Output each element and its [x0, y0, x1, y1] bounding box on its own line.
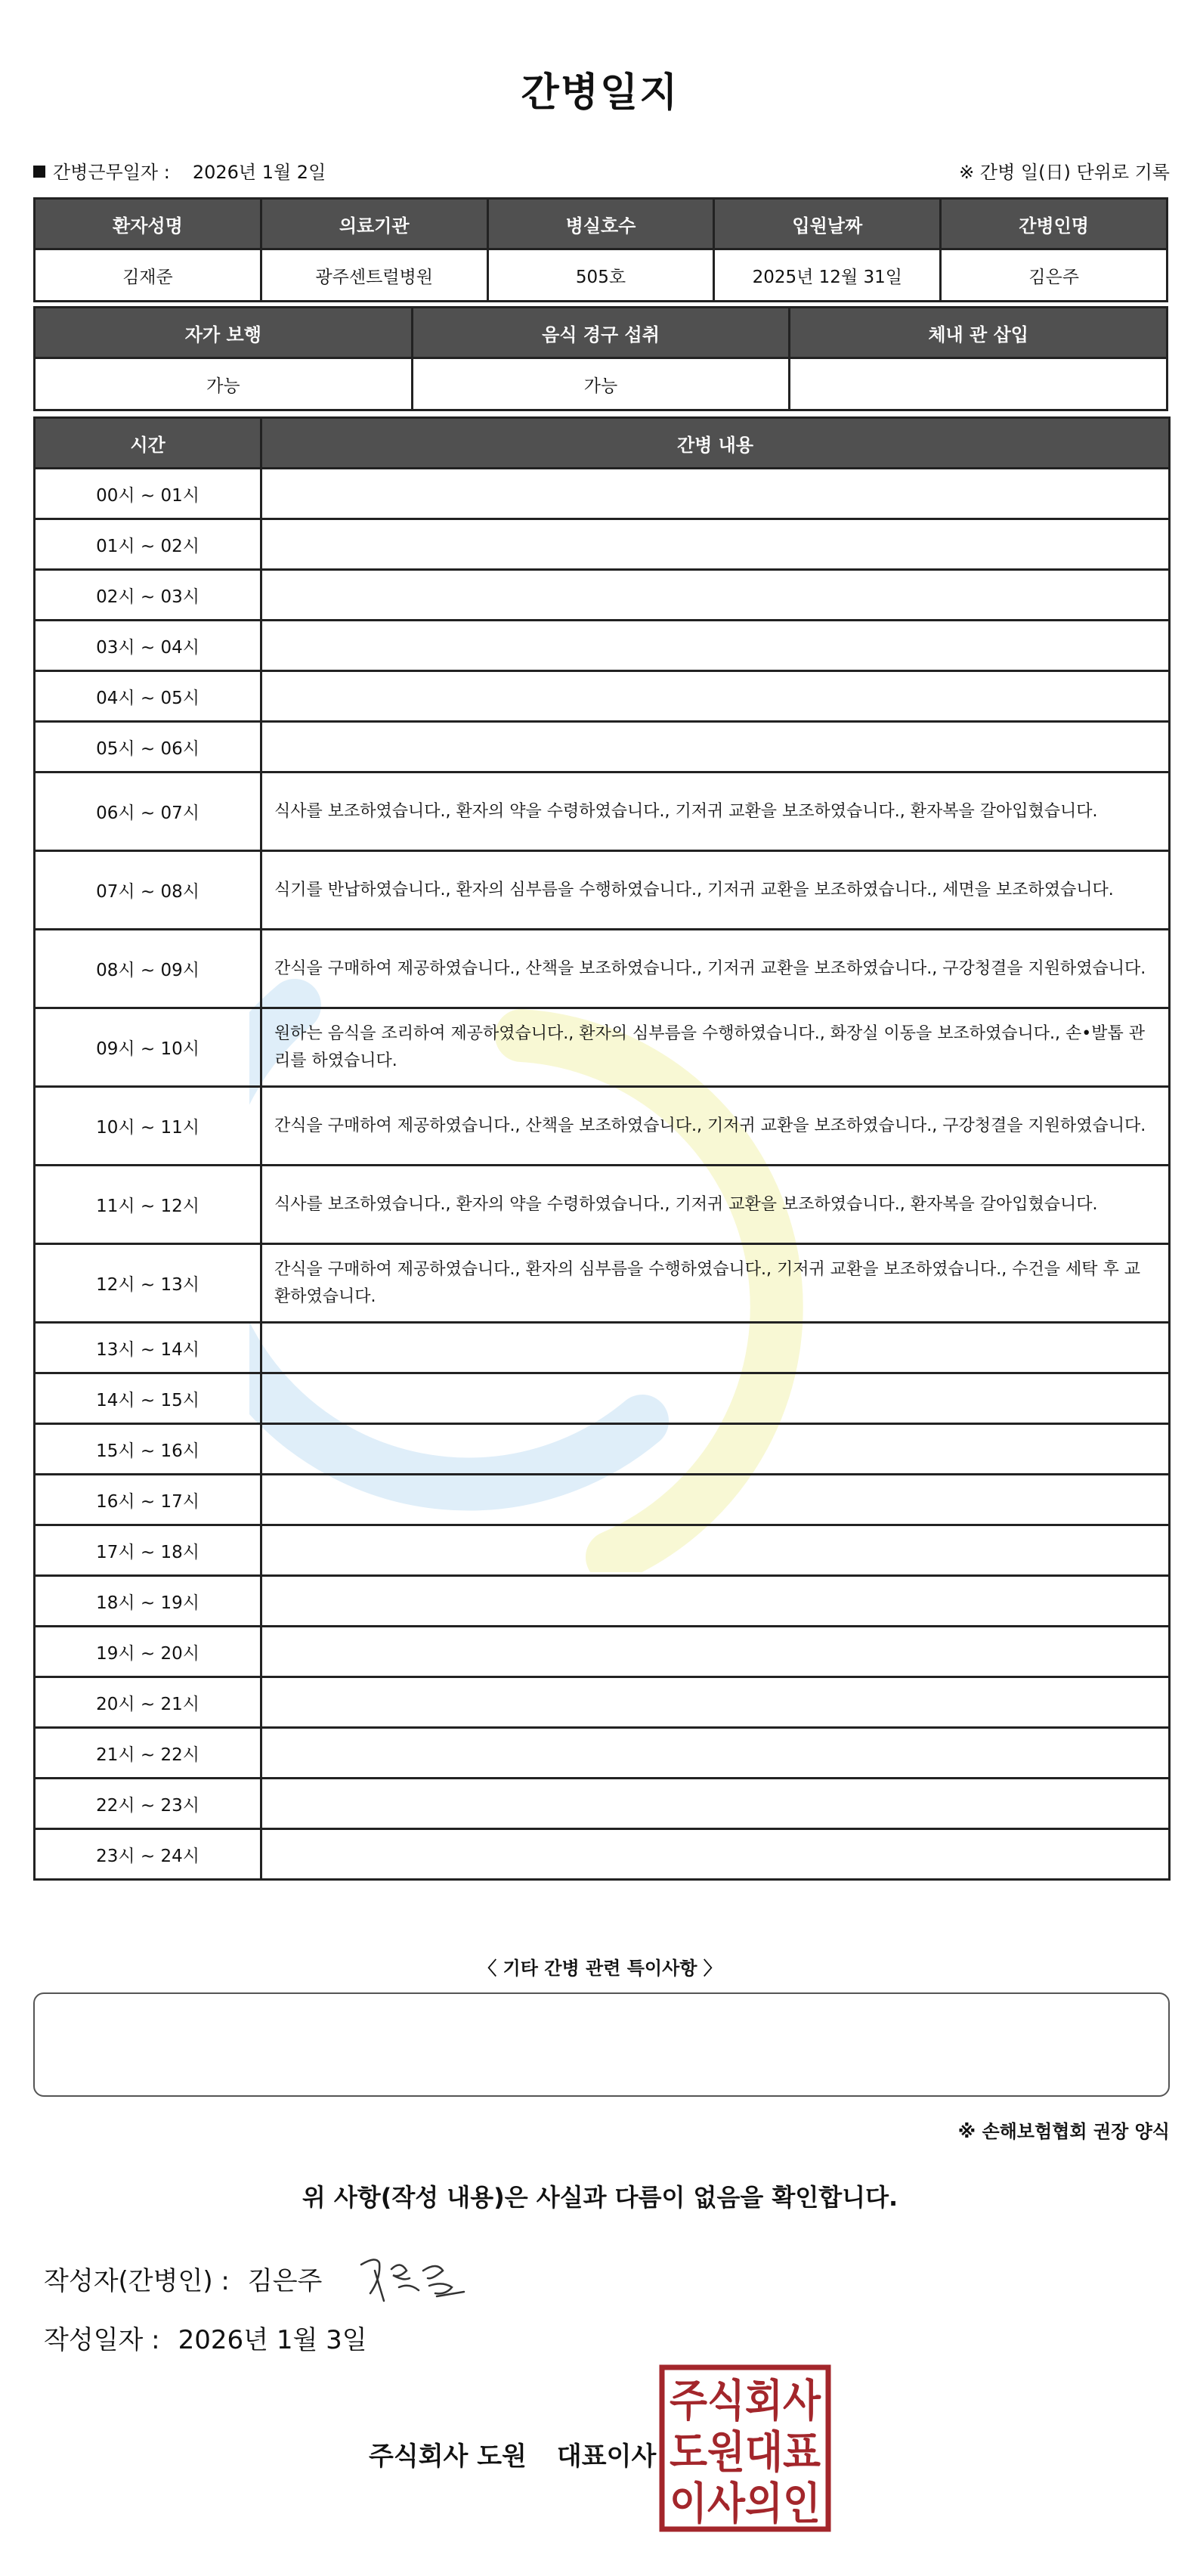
log-content: 식기를 반납하였습니다., 환자의 심부름을 수행하였습니다., 기저귀 교환을 보조하였습니다., 세면을 보조하였습니다.: [261, 851, 1170, 930]
log-time: 21시 ~ 22시: [35, 1728, 261, 1779]
log-time: 15시 ~ 16시: [35, 1424, 261, 1475]
log-row: [35, 1008, 1170, 1087]
log-time: 10시 ~ 11시: [35, 1087, 261, 1166]
header-oral-intake: 음식 경구 섭취: [412, 308, 790, 358]
work-date-label: 간병근무일자 :: [53, 162, 170, 183]
log-time: 14시 ~ 15시: [35, 1373, 261, 1424]
work-date: [33, 157, 326, 184]
svg-text:주식회사: 주식회사: [670, 2375, 821, 2426]
log-time: 05시 ~ 06시: [35, 722, 261, 772]
log-content: [261, 1728, 1170, 1779]
log-content: 간식을 구매하여 제공하였습니다., 산책을 보조하였습니다., 기저귀 교환을 보조하였습니다., 구강청결을 지원하였습니다.: [261, 1087, 1170, 1166]
log-row: [35, 1576, 1170, 1627]
log-row: [35, 1475, 1170, 1525]
log-content: 간식을 구매하여 제공하였습니다., 환자의 심부름을 수행하였습니다., 기저귀 교환을 보조하였습니다., 수건을 세탁 후 교환하였습니다.: [261, 1244, 1170, 1323]
written-date-line: [44, 2319, 367, 2356]
header-time: 시간: [35, 418, 261, 469]
log-row: [35, 1677, 1170, 1728]
company-line: [369, 2435, 656, 2472]
log-time: 11시 ~ 12시: [35, 1166, 261, 1244]
header-self-walking: 자가 보행: [35, 308, 413, 358]
log-time: 07시 ~ 08시: [35, 851, 261, 930]
patient-info-table: [33, 197, 1168, 302]
special-notes-box: [33, 1992, 1170, 2097]
header-patient-name: 환자성명: [35, 199, 261, 249]
recommend-note: ※ 손해보험협회 권장 양식: [957, 2121, 1170, 2142]
header-hospital: 의료기관: [261, 199, 487, 249]
log-time: 22시 ~ 23시: [35, 1779, 261, 1829]
log-row: [35, 671, 1170, 722]
abilities-value-row: [35, 358, 1168, 410]
log-content: [261, 1677, 1170, 1728]
log-content: [261, 570, 1170, 621]
hourly-log-table: [33, 416, 1171, 1881]
log-row: [35, 1166, 1170, 1244]
log-content: 원하는 음식을 조리하여 제공하였습니다., 환자의 심부름을 수행하였습니다., 화장실 이동을 보조하였습니다., 손•발톱 관리를 하였습니다.: [261, 1008, 1170, 1087]
log-time: 09시 ~ 10시: [35, 1008, 261, 1087]
log-rows: [35, 469, 1170, 1880]
self-walking-value: 가능: [35, 358, 413, 410]
log-content: 식사를 보조하였습니다., 환자의 약을 수령하였습니다., 기저귀 교환을 보조하였습니다., 환자복을 갈아입혔습니다.: [261, 772, 1170, 851]
oral-intake-value: 가능: [412, 358, 790, 410]
svg-text:이사의인: 이사의인: [670, 2478, 821, 2529]
log-row: [35, 621, 1170, 671]
patient-info-value-row: [35, 249, 1168, 302]
confirmation-statement: 위 사항(작성 내용)은 사실과 다름이 없음을 확인합니다.: [302, 2183, 898, 2212]
log-time: 19시 ~ 20시: [35, 1627, 261, 1677]
abilities-table: [33, 306, 1168, 411]
document-title: 간병일지: [521, 70, 679, 116]
log-content: [261, 1323, 1170, 1373]
log-content: [261, 1525, 1170, 1576]
writer-line: [44, 2260, 322, 2297]
written-date-value: 2026년 1월 3일: [178, 2325, 367, 2355]
log-row: [35, 851, 1170, 930]
patient-name: 김재준: [35, 249, 261, 302]
log-row: [35, 1244, 1170, 1323]
log-content: [261, 1627, 1170, 1677]
hospital-name: 광주센트럴병원: [261, 249, 487, 302]
log-row: [35, 1627, 1170, 1677]
log-time: 12시 ~ 13시: [35, 1244, 261, 1323]
log-time: 08시 ~ 09시: [35, 930, 261, 1008]
log-time: 18시 ~ 19시: [35, 1576, 261, 1627]
log-content: [261, 671, 1170, 722]
log-time: 23시 ~ 24시: [35, 1829, 261, 1880]
abilities-header-row: [35, 308, 1168, 358]
tube-insertion-value: [790, 358, 1168, 410]
header-tube-insertion: 체내 관 삽입: [790, 308, 1168, 358]
log-row: [35, 1525, 1170, 1576]
header-admission-date: 입원날짜: [714, 199, 941, 249]
company-seal-stamp: [659, 2364, 831, 2532]
log-row: [35, 772, 1170, 851]
header-care-content: 간병 내용: [261, 418, 1170, 469]
log-time: 04시 ~ 05시: [35, 671, 261, 722]
log-content: [261, 1779, 1170, 1829]
log-content: [261, 519, 1170, 570]
log-content: [261, 1373, 1170, 1424]
unit-note: ※ 간병 일(日) 단위로 기록: [959, 162, 1170, 183]
log-time: 06시 ~ 07시: [35, 772, 261, 851]
written-date-label: 작성일자 :: [44, 2325, 160, 2355]
log-time: 03시 ~ 04시: [35, 621, 261, 671]
company-ceo-title: 대표이사: [556, 2441, 657, 2472]
log-row: [35, 469, 1170, 519]
log-time: 13시 ~ 14시: [35, 1323, 261, 1373]
special-notes-title: 〈 기타 간병 관련 특이사항 〉: [478, 1958, 722, 1979]
log-time: 16시 ~ 17시: [35, 1475, 261, 1525]
header-room: 병실호수: [487, 199, 714, 249]
log-row: [35, 1829, 1170, 1880]
log-row: [35, 570, 1170, 621]
log-row: [35, 722, 1170, 772]
company-name: 주식회사 도원: [369, 2441, 527, 2472]
work-date-value: 2026년 1월 2일: [192, 162, 326, 183]
room-number: 505호: [487, 249, 714, 302]
handwritten-signature: [354, 2248, 475, 2308]
patient-info-header-row: [35, 199, 1168, 249]
writer-name: 김은주: [247, 2266, 323, 2296]
header-caregiver-name: 간병인명: [941, 199, 1168, 249]
log-row: [35, 1323, 1170, 1373]
log-time: 01시 ~ 02시: [35, 519, 261, 570]
log-row: [35, 1779, 1170, 1829]
log-row: [35, 1373, 1170, 1424]
log-time: 00시 ~ 01시: [35, 469, 261, 519]
log-time: 20시 ~ 21시: [35, 1677, 261, 1728]
caregiver-name: 김은주: [941, 249, 1168, 302]
log-content: [261, 1424, 1170, 1475]
log-row: [35, 1087, 1170, 1166]
log-content: [261, 1576, 1170, 1627]
svg-text:도원대표: 도원대표: [670, 2426, 821, 2478]
log-content: [261, 1475, 1170, 1525]
log-row: [35, 1424, 1170, 1475]
log-content: 간식을 구매하여 제공하였습니다., 산책을 보조하였습니다., 기저귀 교환을 보조하였습니다., 구강청결을 지원하였습니다.: [261, 930, 1170, 1008]
writer-label: 작성자(간병인) :: [44, 2266, 230, 2296]
log-content: 식사를 보조하였습니다., 환자의 약을 수령하였습니다., 기저귀 교환을 보조하였습니다., 환자복을 갈아입혔습니다.: [261, 1166, 1170, 1244]
log-row: [35, 1728, 1170, 1779]
log-content: [261, 469, 1170, 519]
log-row: [35, 930, 1170, 1008]
log-content: [261, 621, 1170, 671]
log-header-row: [35, 418, 1170, 469]
square-bullet-icon: [33, 166, 45, 178]
log-time: 02시 ~ 03시: [35, 570, 261, 621]
log-content: [261, 722, 1170, 772]
log-row: [35, 519, 1170, 570]
admission-date: 2025년 12월 31일: [714, 249, 941, 302]
log-content: [261, 1829, 1170, 1880]
log-time: 17시 ~ 18시: [35, 1525, 261, 1576]
